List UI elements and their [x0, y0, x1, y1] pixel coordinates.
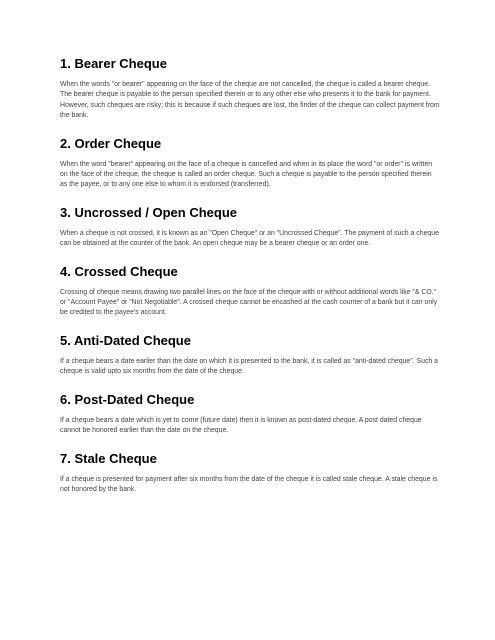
- section-order-cheque: [60, 136, 440, 191]
- section-stale-cheque: [60, 451, 440, 496]
- section-heading: 1. Bearer Cheque: [60, 56, 167, 71]
- section-heading: 2. Order Cheque: [60, 135, 162, 151]
- section-body: If a cheque bears a date earlier than the date on which it is presented to the bank, it is called as "anti-dated cheque". Such a cheque is valid upto six months from the date of the cheque.: [60, 357, 438, 376]
- section-heading: 7. Stale Cheque: [60, 450, 157, 466]
- section-heading: 6. Post-Dated Cheque: [60, 391, 195, 407]
- section-crossed-cheque: [60, 264, 440, 319]
- section-bearer-cheque: [60, 56, 440, 122]
- section-body: When the words "or bearer" appearing on the face of the cheque are not cancelled, the cheque is called a bearer cheque. The bearer cheque is payable to the person specified therein or to any other else who presents it to the bank for payment. However, such cheques are risky; this is because if such cheques are lost, the finder of the cheque can collect payment from the bank.: [60, 81, 440, 120]
- section-heading: 4. Crossed Cheque: [60, 263, 178, 279]
- section-heading: 3. Uncrossed / Open Cheque: [60, 204, 237, 220]
- section-body: When a cheque is not crossed, it is known as an "Open Cheque" or an "Uncrossed Cheque". The payment of such a cheque can be obtained at the counter of the bank. An open cheque may be a bearer cheque or an order one.: [60, 229, 439, 248]
- section-open-cheque: [60, 205, 440, 250]
- section-body: When the word "bearer" appearing on the face of a cheque is cancelled and when in its place the word "or order" is written on the face of the cheque, the cheque is called an order cheque. Such a cheque is payable to the person specified therein as the payee, or to any one else to whom it is endorsed (transferred).: [60, 160, 433, 189]
- section-post-dated-cheque: [60, 392, 440, 437]
- section-heading: 5. Anti-Dated Cheque: [60, 332, 191, 348]
- document-page: [60, 56, 440, 509]
- section-body: Crossing of cheque means drawing two parallel lines on the face of the cheque with or without additional words like "& CO." or "Account Payee" or "Not Negotiable". A crossed cheque cannot be encashed at the cash counter of a bank but it can only be credited to the payee's account.: [60, 288, 438, 317]
- section-anti-dated-cheque: [60, 333, 440, 378]
- section-body: If a cheque is presented for payment after six months from the date of the cheque it is called stale cheque. A stale cheque is not honored by the bank.: [60, 475, 438, 493]
- section-body: If a cheque bears a date which is yet to come (future date) then it is known as post-dated cheque. A post dated cheque cannot be honored earlier than the date on the cheque.: [60, 416, 422, 435]
